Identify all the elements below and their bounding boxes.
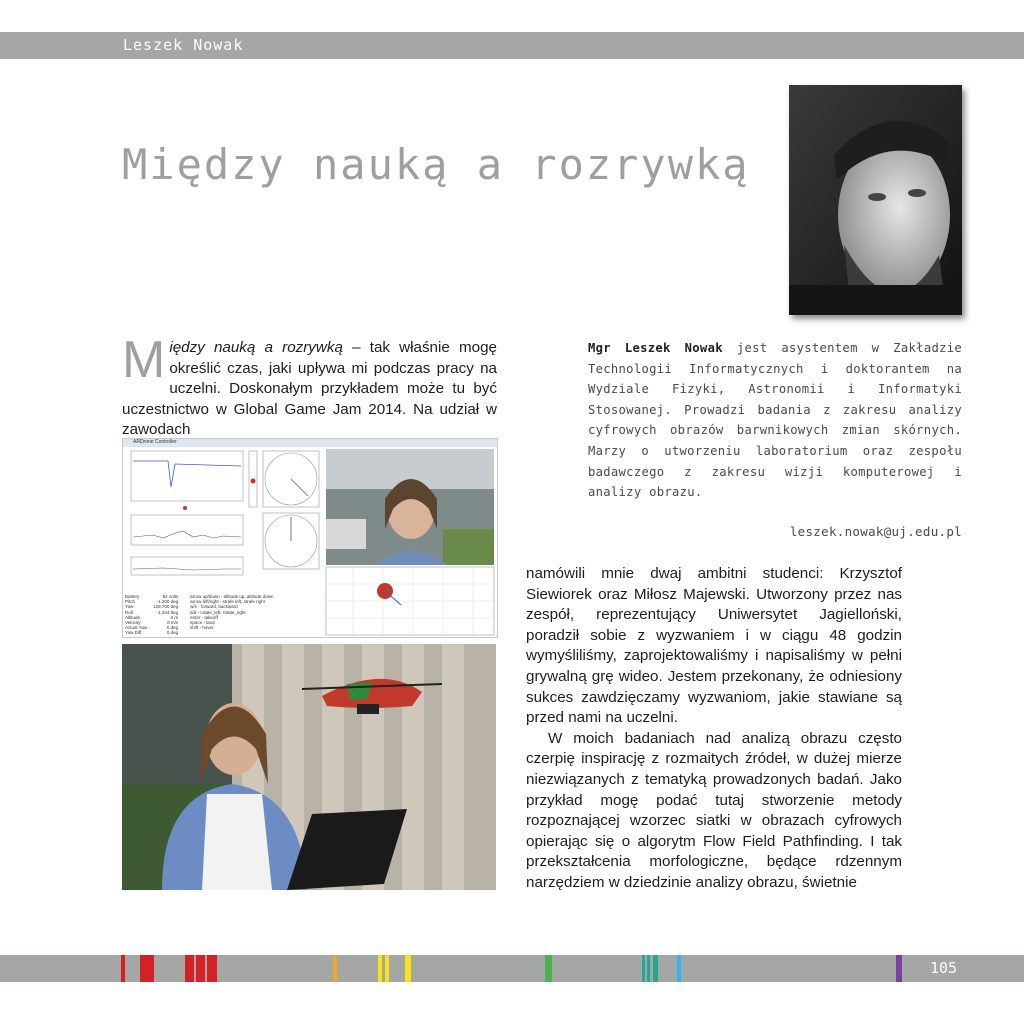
intro-text: – tak właśnie mogę określić czas, jaki upływa mi podczas pracy na uczelni. Doskonałym przykładem może tu być uczestnictwo w Global Game Jam 2014. Na udział w zawodach [122,339,497,438]
status-label: Yaw [125,604,134,610]
author-portrait-photo [789,85,962,315]
author-bio [588,338,962,503]
status-value: -1.200 deg [156,599,179,605]
color-stripe [385,955,389,982]
bio-name: Mgr Leszek Nowak [588,341,723,355]
drone-controller-screenshot [122,438,498,638]
color-stripe [677,955,681,982]
color-stripe [140,955,154,982]
color-stripe [896,955,902,982]
color-stripe [642,955,645,982]
color-stripe [653,955,658,982]
key-hint: arrow up/down - altitude up, altitude down [190,594,274,599]
key-hint: arrow left/right - strafe left, strafe right [190,599,265,605]
bio-text: jest asystentem w Zakładzie Technologii Informatycznych i doktorantem na Wydziale Fizyki, Astronomii i Informatyki Stosowanej. Prowadzi badania z zakresu analizy cyfrowych obrazów barwnikowych zmian skórnych. Marzy o utworzeniu laboratorium oraz zespołu badawczego z zakresu wizji komputerowej i analizy obrazu. [588,341,963,500]
key-hint: space - land [190,620,215,626]
key-hint: shift - hover [190,625,214,631]
key-hint: w/s - forward, backward [190,604,238,610]
color-stripe [333,955,337,982]
status-panel [125,594,273,636]
status-label: Velocity [125,620,141,626]
intro-paragraph [122,331,497,441]
color-stripe [405,955,411,982]
status-value: 92 volts [162,594,179,599]
color-stripe [378,955,382,982]
status-label: Pitch [125,599,136,605]
status-label: Roll [125,609,133,615]
status-value: 129.700 deg [153,604,179,610]
article-body [526,564,902,894]
body-paragraph: W moich badaniach nad analizą obrazu często czerpię inspirację z rozmaitych źródeł, w dużej mierze niezwiązanych z tematyką prowadzonych badań. Jako przykład mogę podać tutaj stworzenie metody rozpoznającej wzorzec siatki w obrazach cyfrowych opierając się o algorytm Flow Field Pathfinding. I tak przekształcenia morfologiczne, będące rdzennym narzędziem w dziedzinie analizy obrazu, świetnie [526,729,902,891]
status-value: 0 deg [166,630,179,636]
key-hint: a/d - rotate_left, rotate_right [190,609,246,615]
page-number: 105 [930,959,958,977]
running-header-author: Leszek Nowak [123,36,244,54]
author-email: leszek.nowak@uj.edu.pl [789,524,962,539]
key-hint: enter - takeoff [190,614,218,620]
status-value: -1.244 deg [156,609,179,615]
article-title: Między nauką a rozrywką [122,140,750,189]
window-title: ARDrone Controller [133,439,177,445]
color-stripe [647,955,650,982]
color-stripe [207,955,217,982]
status-value: 0 m/s [167,620,179,626]
status-value: 0 m [170,614,179,620]
color-stripe [196,955,205,982]
color-stripe [545,955,552,982]
status-label: Altitude [125,614,141,620]
color-stripe [185,955,194,982]
color-stripe [121,955,125,982]
intro-italic-phrase: iędzy nauką a rozrywką [169,339,343,356]
drone-photo [122,644,496,890]
status-label: Actual Yaw [125,625,148,631]
status-value: 0 deg [166,625,179,631]
body-paragraph: namówili mnie dwaj ambitni studenci: Krzysztof Siewiorek oraz Miłosz Majewski. Utworzony przez nas zespół, reprezentujący Uniwersytet Jagielloński, poradził sobie z wyzwaniem i w ciągu 48 godzin wymyśliliśmy, zaprojektowaliśmy i napisaliśmy w pełni grywalną grę wideo. Jestem przekonany, że odniesiony sukces zawdzięczamy wyzwaniom, jakie stawiane są przed nami na uczelni. [526,565,902,727]
status-label: Battery [125,594,140,599]
drop-cap: M [122,331,166,389]
status-label: Yaw Diff [125,630,142,636]
